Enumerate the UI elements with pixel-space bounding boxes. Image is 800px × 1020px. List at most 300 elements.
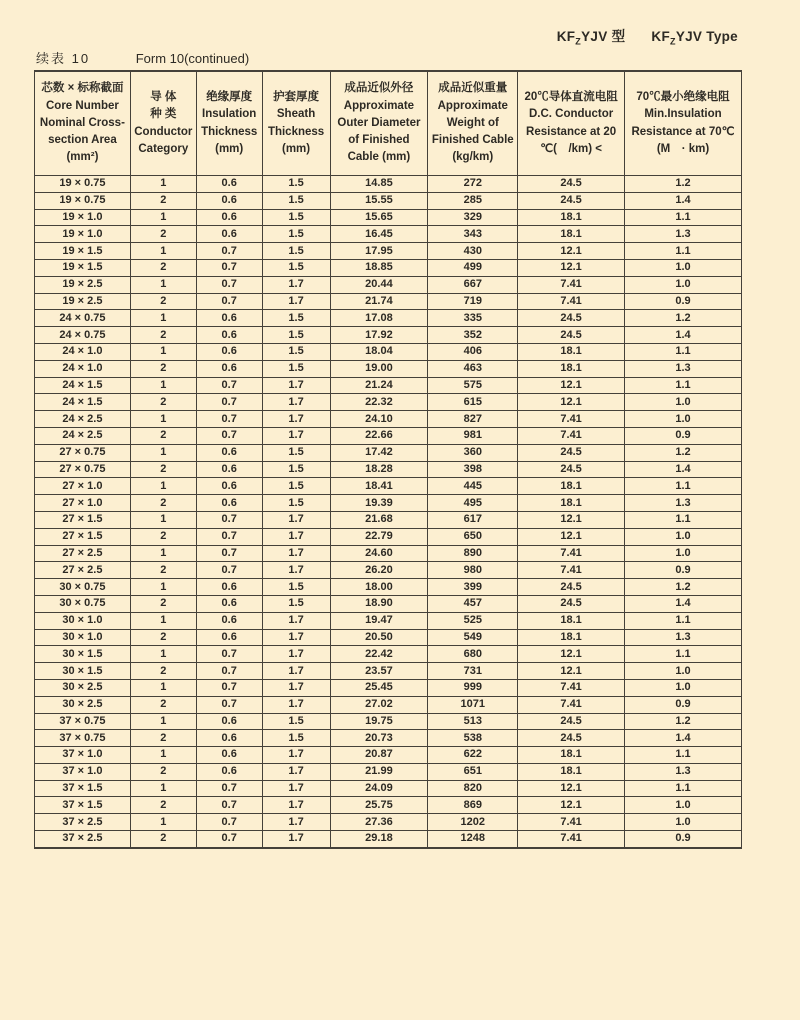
table-cell: 1.3 [625, 763, 742, 780]
table-cell: 24.5 [518, 176, 625, 193]
table-cell: 22.79 [330, 528, 428, 545]
table-cell: 2 [130, 730, 196, 747]
table-cell: 1.7 [262, 831, 330, 848]
table-cell: 7.41 [518, 293, 625, 310]
table-cell: 272 [428, 176, 518, 193]
table-cell: 0.7 [196, 427, 262, 444]
column-header-6 [518, 71, 625, 176]
table-cell: 1 [130, 511, 196, 528]
column-header-line: Min.Insulation [644, 108, 722, 121]
table-row [35, 763, 742, 780]
table-cell: 24 × 2.5 [35, 427, 131, 444]
table-cell: 27 × 1.0 [35, 495, 131, 512]
table-cell: 24 × 2.5 [35, 411, 131, 428]
column-header-line: Core Number [46, 99, 119, 112]
table-cell: 0.9 [625, 427, 742, 444]
table-cell: 1071 [428, 696, 518, 713]
table-cell: 538 [428, 730, 518, 747]
table-cell: 1.2 [625, 444, 742, 461]
column-header-line: Sheath [276, 108, 316, 121]
table-cell: 1.5 [262, 176, 330, 193]
table-cell: 24.5 [518, 579, 625, 596]
table-cell: 19 × 0.75 [35, 192, 131, 209]
column-header-2 [196, 71, 262, 176]
type-label-cn: $KF_ZYJV$ 型 [556, 29, 626, 47]
spec-table [34, 70, 742, 849]
table-cell: 1.0 [625, 797, 742, 814]
table-cell: 457 [428, 595, 518, 612]
column-header-line: Nominal Cross- [39, 116, 125, 129]
table-cell: 2 [130, 192, 196, 209]
table-row [35, 276, 742, 293]
table-cell: 890 [428, 545, 518, 562]
table-cell: 1.1 [625, 209, 742, 226]
table-cell: 18.1 [518, 763, 625, 780]
table-cell: 0.7 [196, 259, 262, 276]
table-cell: 0.7 [196, 276, 262, 293]
table-cell: 12.1 [518, 797, 625, 814]
table-cell: 1.0 [625, 411, 742, 428]
table-cell: 0.9 [625, 562, 742, 579]
table-cell: 0.7 [196, 831, 262, 848]
table-cell: 719 [428, 293, 518, 310]
column-header-line: D.C. Conductor [528, 108, 614, 121]
table-row [35, 562, 742, 579]
table-cell: 1.0 [625, 663, 742, 680]
table-cell: 37 × 1.0 [35, 763, 131, 780]
table-cell: 7.41 [518, 562, 625, 579]
table-cell: 1.5 [262, 209, 330, 226]
table-cell: 667 [428, 276, 518, 293]
table-cell: 1 [130, 176, 196, 193]
table-cell: 7.41 [518, 696, 625, 713]
table-cell: 0.7 [196, 797, 262, 814]
table-cell: 0.7 [196, 696, 262, 713]
table-cell: 1.7 [262, 562, 330, 579]
table-cell: 24.5 [518, 192, 625, 209]
table-cell: 2 [130, 427, 196, 444]
table-cell: 398 [428, 461, 518, 478]
table-cell: 1.7 [262, 394, 330, 411]
table-cell: 17.95 [330, 243, 428, 260]
table-cell: 27 × 1.5 [35, 511, 131, 528]
table-cell: 1.0 [625, 276, 742, 293]
table-cell: 19 × 1.5 [35, 259, 131, 276]
table-cell: 18.1 [518, 343, 625, 360]
table-cell: 22.42 [330, 646, 428, 663]
column-header-line: 芯数 × 标称截面 [41, 82, 124, 95]
table-cell: 24.5 [518, 595, 625, 612]
column-header-line: 成品近似重量 [438, 82, 508, 95]
table-cell: 12.1 [518, 663, 625, 680]
table-cell: 19.39 [330, 495, 428, 512]
table-cell: 1.5 [262, 259, 330, 276]
table-cell: 1 [130, 310, 196, 327]
column-header-3 [262, 71, 330, 176]
table-cell: 1.1 [625, 646, 742, 663]
table-cell: 1.5 [262, 243, 330, 260]
table-cell: 1 [130, 411, 196, 428]
table-cell: 2 [130, 461, 196, 478]
table-cell: 19 × 2.5 [35, 293, 131, 310]
table-cell: 1.5 [262, 343, 330, 360]
column-header-line: Resistance at 70℃ [631, 125, 735, 138]
table-cell: 1 [130, 545, 196, 562]
column-header-line: 绝缘厚度 [206, 91, 253, 103]
table-cell: 617 [428, 511, 518, 528]
table-cell: 1 [130, 276, 196, 293]
table-cell: 406 [428, 343, 518, 360]
table-cell: 21.68 [330, 511, 428, 528]
table-cell: 1.1 [625, 780, 742, 797]
table-cell: 513 [428, 713, 518, 730]
table-caption-en: Form 10(continued) [135, 51, 250, 66]
table-cell: 14.85 [330, 176, 428, 193]
table-cell: 430 [428, 243, 518, 260]
table-cell: 731 [428, 663, 518, 680]
table-cell: 827 [428, 411, 518, 428]
table-cell: 1.7 [262, 511, 330, 528]
table-cell: 1 [130, 343, 196, 360]
table-cell: 0.7 [196, 528, 262, 545]
table-row [35, 192, 742, 209]
table-cell: 1.7 [262, 663, 330, 680]
table-row [35, 176, 742, 193]
table-cell: 20.73 [330, 730, 428, 747]
table-cell: 12.1 [518, 259, 625, 276]
table-cell: 19 × 1.0 [35, 226, 131, 243]
column-header-5 [428, 71, 518, 176]
table-cell: 999 [428, 679, 518, 696]
table-cell: 463 [428, 360, 518, 377]
table-cell: 0.7 [196, 780, 262, 797]
table-cell: 1248 [428, 831, 518, 848]
table-cell: 549 [428, 629, 518, 646]
table-cell: 2 [130, 528, 196, 545]
table-row [35, 696, 742, 713]
table-cell: 0.7 [196, 394, 262, 411]
table-cell: 27 × 2.5 [35, 562, 131, 579]
table-cell: 2 [130, 293, 196, 310]
table-cell: 2 [130, 595, 196, 612]
table-cell: 0.7 [196, 545, 262, 562]
column-header-line: ℃( /km) < [540, 142, 603, 155]
table-cell: 869 [428, 797, 518, 814]
table-cell: 2 [130, 360, 196, 377]
column-header-line: (kg/km) [452, 151, 494, 164]
table-row [35, 646, 742, 663]
column-header-line: Conductor [134, 125, 193, 138]
table-cell: 1.3 [625, 629, 742, 646]
table-cell: 0.9 [625, 831, 742, 848]
column-header-line: Category [138, 142, 189, 155]
table-row [35, 343, 742, 360]
table-cell: 0.6 [196, 579, 262, 596]
table-cell: 0.6 [196, 209, 262, 226]
column-header-line: 导 体 [150, 91, 177, 103]
table-cell: 19.75 [330, 713, 428, 730]
table-cell: 445 [428, 478, 518, 495]
table-cell: 25.45 [330, 679, 428, 696]
table-cell: 1.7 [262, 763, 330, 780]
header-row [35, 71, 742, 176]
table-cell: 1.7 [262, 545, 330, 562]
table-cell: 0.6 [196, 747, 262, 764]
table-cell: 0.6 [196, 629, 262, 646]
table-row [35, 377, 742, 394]
table-cell: 1.1 [625, 478, 742, 495]
table-cell: 24 × 0.75 [35, 327, 131, 344]
table-cell: 1.7 [262, 780, 330, 797]
table-cell: 651 [428, 763, 518, 780]
table-cell: 1.0 [625, 679, 742, 696]
table-cell: 2 [130, 495, 196, 512]
table-cell: 1 [130, 747, 196, 764]
table-cell: 0.7 [196, 814, 262, 831]
table-row [35, 209, 742, 226]
table-cell: 0.6 [196, 461, 262, 478]
table-cell: 1 [130, 679, 196, 696]
table-cell: 12.1 [518, 394, 625, 411]
column-header-line: Cable (mm) [347, 151, 411, 164]
table-cell: 37 × 1.5 [35, 797, 131, 814]
column-header-line: 成品近似外径 [344, 82, 414, 95]
table-cell: 27 × 0.75 [35, 461, 131, 478]
table-cell: 24.60 [330, 545, 428, 562]
table-cell: 18.04 [330, 343, 428, 360]
table-cell: 16.45 [330, 226, 428, 243]
table-cell: 21.74 [330, 293, 428, 310]
table-cell: 1.0 [625, 814, 742, 831]
table-cell: 820 [428, 780, 518, 797]
table-cell: 30 × 1.5 [35, 663, 131, 680]
table-cell: 0.6 [196, 763, 262, 780]
table-row [35, 360, 742, 377]
table-cell: 1.4 [625, 192, 742, 209]
table-cell: 19 × 2.5 [35, 276, 131, 293]
column-header-line: Approximate [343, 99, 415, 112]
table-cell: 27 × 1.0 [35, 478, 131, 495]
table-cell: 1.3 [625, 495, 742, 512]
table-cell: 24.5 [518, 310, 625, 327]
table-cell: 20.87 [330, 747, 428, 764]
table-cell: 17.92 [330, 327, 428, 344]
column-header-line: Thickness [201, 125, 258, 138]
table-cell: 0.7 [196, 646, 262, 663]
table-row [35, 545, 742, 562]
table-cell: 1.5 [262, 595, 330, 612]
table-cell: 18.1 [518, 209, 625, 226]
table-row [35, 243, 742, 260]
table-row [35, 747, 742, 764]
table-cell: 1.2 [625, 713, 742, 730]
column-header-1 [130, 71, 196, 176]
table-cell: 2 [130, 797, 196, 814]
column-header-line: Approximate [437, 99, 508, 112]
column-header-line: section Area [48, 134, 117, 147]
table-cell: 1.0 [625, 545, 742, 562]
table-cell: 19.47 [330, 612, 428, 629]
table-cell: 26.20 [330, 562, 428, 579]
table-cell: 7.41 [518, 814, 625, 831]
table-cell: 17.08 [330, 310, 428, 327]
table-cell: 1.7 [262, 679, 330, 696]
table-cell: 0.7 [196, 511, 262, 528]
table-cell: 15.65 [330, 209, 428, 226]
table-cell: 1.5 [262, 579, 330, 596]
column-header-line: 种 类 [150, 108, 177, 121]
table-cell: 12.1 [518, 377, 625, 394]
table-cell: 0.7 [196, 293, 262, 310]
column-header-line: 20℃导体直流电阻 [524, 91, 618, 103]
table-cell: 21.24 [330, 377, 428, 394]
table-cell: 1 [130, 243, 196, 260]
table-cell: 18.1 [518, 495, 625, 512]
table-cell: 1.0 [625, 528, 742, 545]
table-cell: 1.5 [262, 360, 330, 377]
table-cell: 525 [428, 612, 518, 629]
table-cell: 24.5 [518, 444, 625, 461]
table-cell: 0.6 [196, 595, 262, 612]
table-cell: 30 × 1.5 [35, 646, 131, 663]
table-row [35, 461, 742, 478]
table-cell: 1.5 [262, 226, 330, 243]
table-cell: 615 [428, 394, 518, 411]
table-cell: 24 × 1.5 [35, 394, 131, 411]
table-cell: 1 [130, 612, 196, 629]
table-cell: 17.42 [330, 444, 428, 461]
table-cell: 1.1 [625, 612, 742, 629]
table-cell: 24.5 [518, 327, 625, 344]
table-row [35, 411, 742, 428]
table-cell: 0.6 [196, 327, 262, 344]
table-cell: 19 × 0.75 [35, 176, 131, 193]
table-cell: 30 × 2.5 [35, 679, 131, 696]
table-cell: 352 [428, 327, 518, 344]
table-row [35, 797, 742, 814]
table-cell: 360 [428, 444, 518, 461]
table-cell: 1.7 [262, 276, 330, 293]
table-cell: 18.90 [330, 595, 428, 612]
table-cell: 12.1 [518, 511, 625, 528]
table-cell: 0.6 [196, 612, 262, 629]
table-cell: 1.5 [262, 478, 330, 495]
column-header-line: (mm) [282, 142, 311, 155]
table-cell: 1.7 [262, 629, 330, 646]
table-cell: 1 [130, 713, 196, 730]
table-cell: 37 × 2.5 [35, 831, 131, 848]
table-cell: 1.5 [262, 730, 330, 747]
table-cell: 18.1 [518, 747, 625, 764]
table-cell: 495 [428, 495, 518, 512]
table-cell: 0.9 [625, 293, 742, 310]
table-cell: 24.5 [518, 461, 625, 478]
table-row [35, 310, 742, 327]
table-row [35, 495, 742, 512]
table-cell: 37 × 1.0 [35, 747, 131, 764]
table-cell: 2 [130, 226, 196, 243]
table-cell: 1.7 [262, 797, 330, 814]
table-row [35, 327, 742, 344]
column-header-line: (mm²) [66, 151, 99, 164]
table-cell: 0.6 [196, 713, 262, 730]
table-cell: 1.7 [262, 612, 330, 629]
table-row [35, 663, 742, 680]
table-row [35, 595, 742, 612]
column-header-line: 70℃最小绝缘电阻 [636, 91, 730, 103]
table-row [35, 444, 742, 461]
table-cell: 18.00 [330, 579, 428, 596]
column-header-line: Insulation [202, 108, 257, 121]
table-cell: 2 [130, 696, 196, 713]
table-cell: 1.5 [262, 327, 330, 344]
table-cell: 18.41 [330, 478, 428, 495]
table-cell: 1.3 [625, 360, 742, 377]
table-cell: 1 [130, 377, 196, 394]
table-cell: 0.6 [196, 730, 262, 747]
column-header-line: Thickness [267, 125, 325, 138]
table-cell: 2 [130, 394, 196, 411]
table-cell: 2 [130, 831, 196, 848]
table-cell: 1.3 [625, 226, 742, 243]
table-cell: 1 [130, 646, 196, 663]
table-cell: 0.7 [196, 679, 262, 696]
table-caption-cn: 续表 10 [36, 51, 91, 66]
table-row [35, 814, 742, 831]
table-cell: 27 × 2.5 [35, 545, 131, 562]
table-cell: 1.1 [625, 511, 742, 528]
table-cell: 1.4 [625, 595, 742, 612]
table-cell: 27.02 [330, 696, 428, 713]
table-cell: 981 [428, 427, 518, 444]
table-cell: 1.4 [625, 730, 742, 747]
table-row [35, 612, 742, 629]
table-cell: 1.7 [262, 411, 330, 428]
table-row [35, 226, 742, 243]
table-cell: 30 × 2.5 [35, 696, 131, 713]
table-cell: 7.41 [518, 411, 625, 428]
table-cell: 2 [130, 562, 196, 579]
table-cell: 18.1 [518, 612, 625, 629]
column-header-line: 护套厚度 [273, 91, 320, 103]
table-row [35, 679, 742, 696]
column-header-line: (mm) [215, 142, 244, 155]
table-cell: 1.1 [625, 243, 742, 260]
table-cell: 30 × 0.75 [35, 595, 131, 612]
table-cell: 1.0 [625, 394, 742, 411]
table-cell: 680 [428, 646, 518, 663]
table-cell: 7.41 [518, 679, 625, 696]
table-row [35, 427, 742, 444]
table-cell: 1 [130, 780, 196, 797]
spec-table-header [35, 71, 742, 176]
table-cell: 1.7 [262, 814, 330, 831]
table-cell: 0.6 [196, 495, 262, 512]
table-cell: 0.9 [625, 696, 742, 713]
table-cell: 1.7 [262, 646, 330, 663]
spec-table-body [35, 176, 742, 848]
column-header-7 [625, 71, 742, 176]
table-cell: 0.7 [196, 243, 262, 260]
table-cell: 24.5 [518, 713, 625, 730]
cable-type-heading [557, 25, 738, 47]
table-cell: 19 × 1.0 [35, 209, 131, 226]
column-header-line: Outer Diameter [337, 116, 421, 129]
table-cell: 1.4 [625, 327, 742, 344]
table-cell: 1.1 [625, 747, 742, 764]
table-cell: 2 [130, 327, 196, 344]
table-cell: 37 × 0.75 [35, 713, 131, 730]
